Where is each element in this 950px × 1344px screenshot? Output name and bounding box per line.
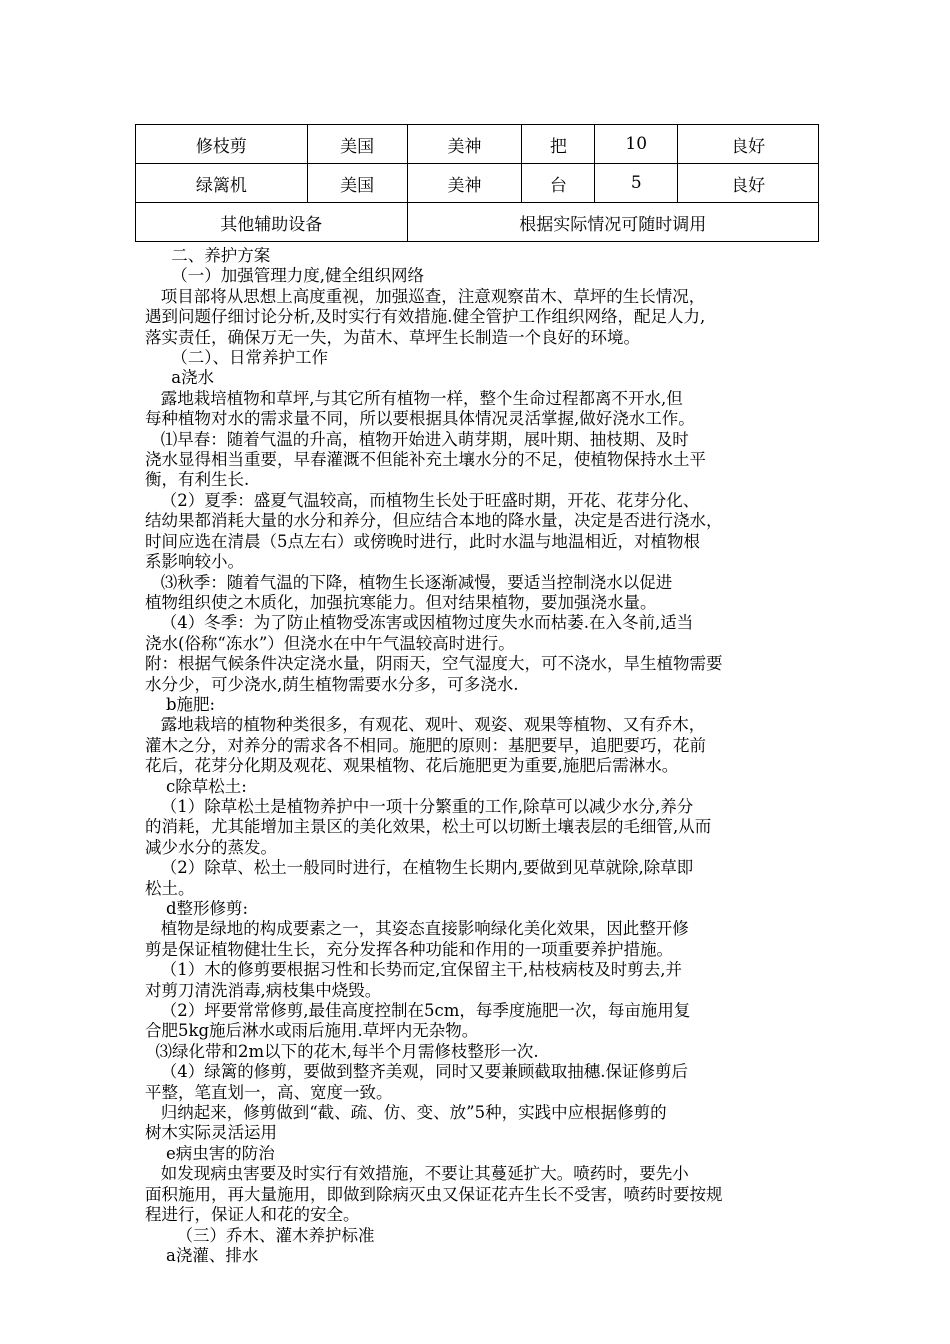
text-line: ⑴早春：随着气温的升高，植物开始进入萌芽期，展叶期、抽枝期、及时 xyxy=(145,429,689,449)
text-line: 系影响较小。 xyxy=(145,552,244,572)
text-line: 灌木之分，对养分的需求各不相同。施肥的原则：基肥要早，追肥要巧，花前 xyxy=(145,735,706,755)
table-row xyxy=(136,164,819,203)
text-line: 落实责任，确保万无一失，为苗木、草坪生长制造一个良好的环境。 xyxy=(145,327,640,347)
text-line: 面积施用，再大量施用，即做到除病灭虫又保证花卉生长不受害，喷药时要按规 xyxy=(145,1184,723,1204)
text-line: 松土。 xyxy=(145,878,195,898)
text-line: 平整，笔直划一，高、宽度一致。 xyxy=(145,1082,393,1102)
other-equipment-note: 根据实际情况可随时调用 xyxy=(407,203,818,242)
table-row xyxy=(136,125,819,164)
text-line: e病虫害的防治 xyxy=(145,1143,275,1163)
equipment-table xyxy=(135,124,819,242)
text-line: ⑶秋季：随着气温的下降，植物生长逐渐减慢，要适当控制浇水以促进 xyxy=(145,572,673,592)
text-line: ⑶绿化带和2m以下的花木,每半个月需修枝整形一次. xyxy=(145,1041,539,1061)
text-line: （2）夏季：盛夏气温较高，而植物生长处于旺盛时期，开花、花芽分化、 xyxy=(145,490,700,510)
text-line: 剪是保证植物健壮生长，充分发挥各种功能和作用的一项重要养护措施。 xyxy=(145,939,673,959)
equipment-brand: 美神 xyxy=(407,125,522,164)
text-line: 时间应选在清晨（5点左右）或傍晚时进行，此时水温与地温相近，对植物根 xyxy=(145,531,700,551)
text-line: （4）冬季：为了防止植物受冻害或因植物过度失水而枯萎.在入冬前,适当 xyxy=(145,613,694,633)
equipment-condition: 良好 xyxy=(678,164,819,203)
text-line: 浇水(俗称“冻水”）但浇水在中午气温较高时进行。 xyxy=(145,633,515,653)
equipment-origin: 美国 xyxy=(307,164,407,203)
text-line: 露地栽培植物和草坪,与其它所有植物一样，整个生命过程都离不开水,但 xyxy=(145,388,683,408)
text-line: 程进行，保证人和花的安全。 xyxy=(145,1205,360,1225)
text-line: 附：根据气候条件决定浇水量，阴雨天，空气湿度大，可不浇水，旱生植物需要 xyxy=(145,654,723,674)
text-line: （二）、日常养护工作 xyxy=(145,348,328,368)
equipment-name: 修枝剪 xyxy=(136,125,308,164)
text-line: 每种植物对水的需求量不同，所以要根据具体情况灵活掌握,做好浇水工作。 xyxy=(145,409,695,429)
text-line: a浇灌、排水 xyxy=(145,1245,259,1265)
text-line: 遇到问题仔细讨论分析,及时实行有效措施.健全管护工作组织网络，配足人力, xyxy=(145,307,706,327)
text-line: 二、养护方案 xyxy=(145,246,271,265)
text-line: （4）绿篱的修剪，要做到整齐美观，同时又要兼顾截取抽穗.保证修剪后 xyxy=(145,1062,688,1082)
text-line: （1）木的修剪要根据习性和长势而定,宜保留主干,枯枝病枝及时剪去,并 xyxy=(145,960,682,980)
text-line: 树木实际灵活运用 xyxy=(145,1123,277,1143)
text-line: 露地栽培的植物种类很多，有观花、观叶、观姿、观果等植物、又有乔木， xyxy=(145,715,706,735)
equipment-unit: 台 xyxy=(522,164,595,203)
table-row xyxy=(136,203,819,242)
text-line: （2）除草、松土一般同时进行，在植物生长期内,要做到见草就除,除草即 xyxy=(145,858,694,878)
text-line: 如发现病虫害要及时实行有效措施，不要让其蔓延扩大。喷药时，要先小 xyxy=(145,1164,689,1184)
text-line: 减少水分的蒸发。 xyxy=(145,837,277,857)
text-line: b施肥: xyxy=(145,694,216,714)
text-line: 的消耗，尤其能增加主景区的美化效果，松土可以切断土壤表层的毛细管,从而 xyxy=(145,817,712,837)
text-line: 结幼果都消耗大量的水分和养分，但应结合本地的降水量，决定是否进行浇水， xyxy=(145,511,723,531)
equipment-condition: 良好 xyxy=(678,125,819,164)
text-line: 合肥5kg施后淋水或雨后施用.草坪内无杂物。 xyxy=(145,1021,479,1041)
text-line: 植物是绿地的构成要素之一，其姿态直接影响绿化美化效果，因此整开修 xyxy=(145,919,689,939)
text-line: 花后，花芽分化期及观花、观果植物、花后施肥更为重要,施肥后需淋水。 xyxy=(145,756,679,776)
text-line: （三）乔木、灌木养护标准 xyxy=(145,1225,375,1245)
text-line: 对剪刀清洗消毒,病枝集中烧毁。 xyxy=(145,980,382,1000)
equipment-name: 绿篱机 xyxy=(136,164,308,203)
text-line: （2）坪要常常修剪,最佳高度控制在5cm，每季度施肥一次，每亩施用复 xyxy=(145,1001,691,1021)
equipment-quantity: 5 xyxy=(595,164,678,203)
equipment-brand: 美神 xyxy=(407,164,522,203)
text-line: c除草松土: xyxy=(145,776,247,796)
other-equipment-label: 其他辅助设备 xyxy=(136,203,408,242)
text-line: （一）加强管理力度,健全组织网络 xyxy=(145,266,424,286)
text-line: 植物组织使之木质化，加强抗寒能力。但对结果植物，要加强浇水量。 xyxy=(145,592,657,612)
text-line: a浇水 xyxy=(145,368,215,388)
body-text xyxy=(145,246,813,1266)
text-line: 水分少，可少浇水,荫生植物需要水分多，可多浇水. xyxy=(145,674,519,694)
text-line: 项目部将从思想上高度重视，加强巡查，注意观察苗木、草坪的生长情况， xyxy=(145,286,706,306)
text-line: d整形修剪: xyxy=(145,899,249,918)
equipment-unit: 把 xyxy=(522,125,595,164)
text-line: （1）除草松土是植物养护中一项十分繁重的工作,除草可以减少水分,养分 xyxy=(145,796,694,816)
equipment-origin: 美国 xyxy=(307,125,407,164)
equipment-quantity: 10 xyxy=(595,125,678,164)
text-line: 归纳起来，修剪做到“截、疏、仿、变、放”5种，实践中应根据修剪的 xyxy=(145,1103,667,1123)
text-line: 衡，有利生长. xyxy=(145,470,250,490)
text-line: 浇水显得相当重要，早春灌溉不但能补充土壤水分的不足，使植物保持水土平 xyxy=(145,450,706,470)
